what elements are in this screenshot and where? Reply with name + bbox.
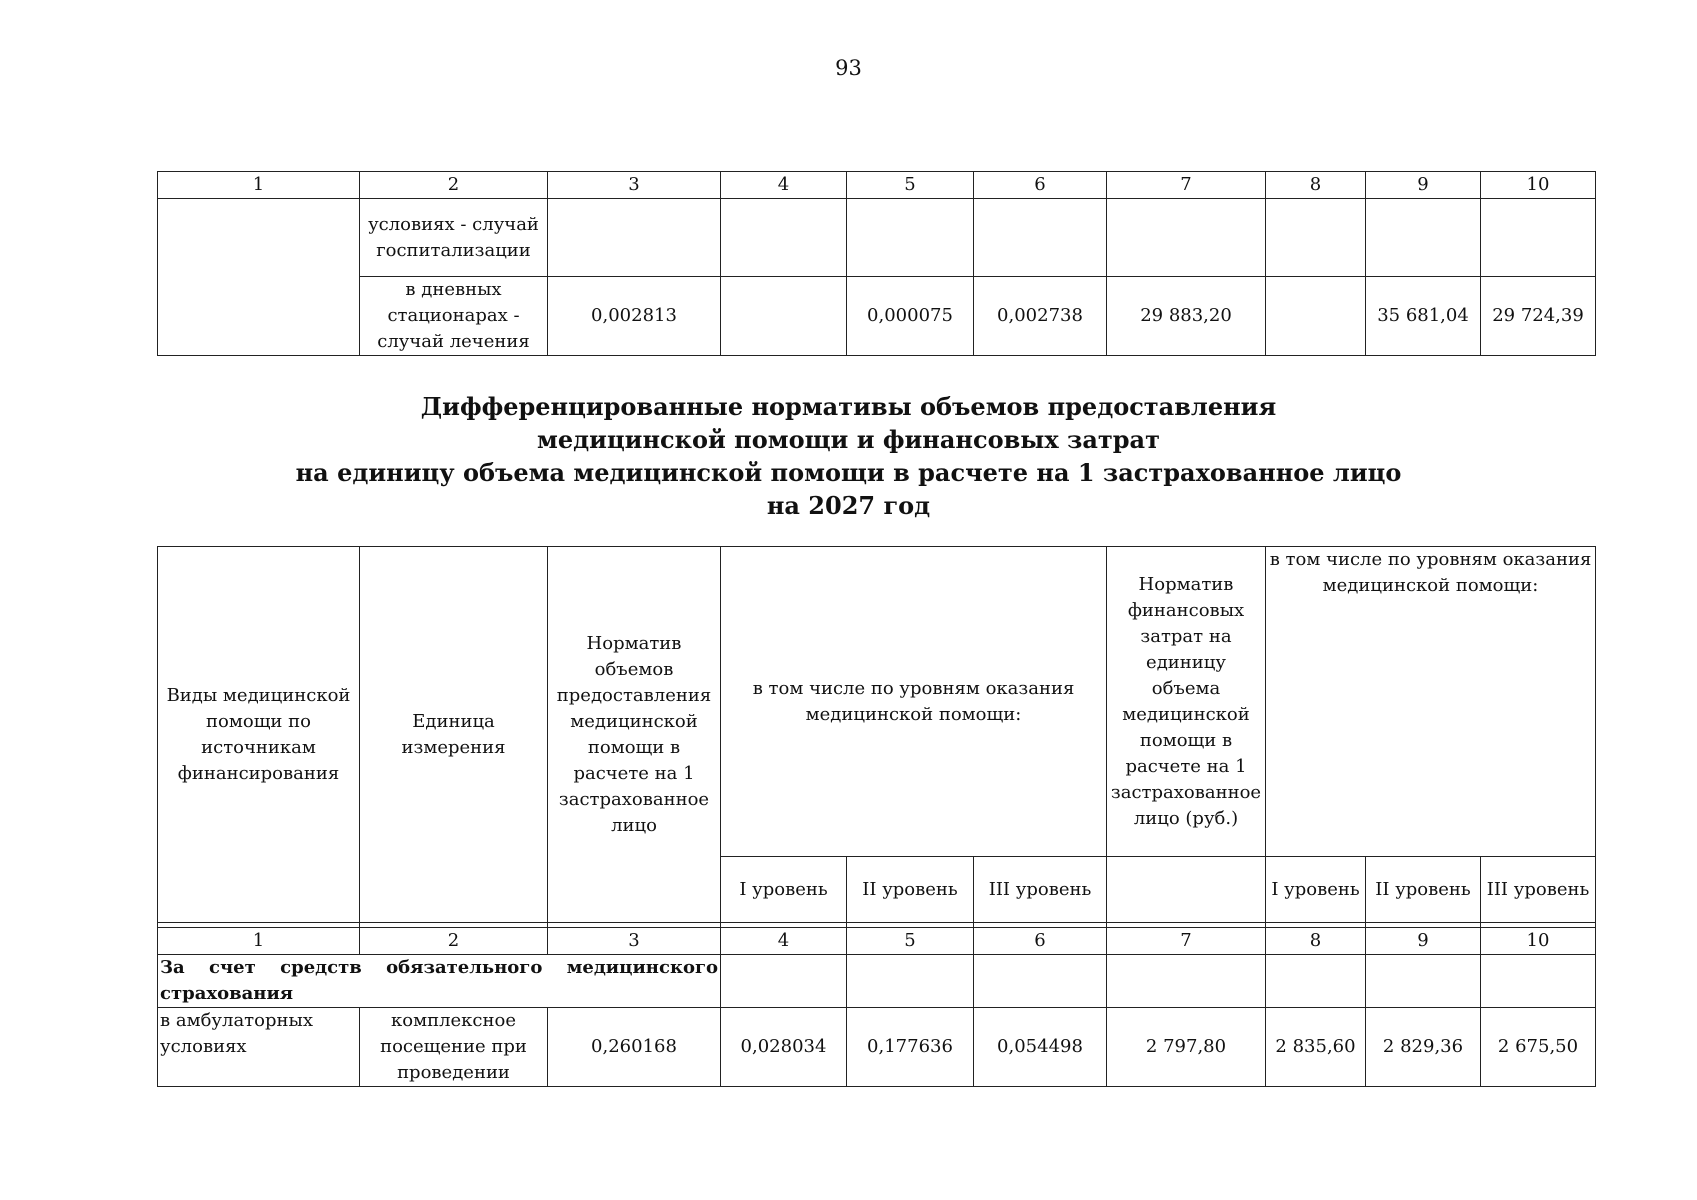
value-cell: [1266, 277, 1366, 356]
column-number: 1: [158, 928, 360, 955]
column-number: 2: [360, 928, 548, 955]
column-number: 10: [1481, 172, 1596, 199]
column-number: 10: [1481, 928, 1596, 955]
value-cell: 29 724,39: [1481, 277, 1596, 356]
column-number: 7: [1107, 172, 1266, 199]
unit-cell: комплексное посещение при проведении: [360, 1008, 548, 1087]
unit-cell: в дневных стационарах - случай лечения: [360, 277, 548, 356]
column-number: 3: [548, 172, 721, 199]
column-number: 1: [158, 172, 360, 199]
value-cell: 0,177636: [847, 1008, 974, 1087]
section-row: [158, 955, 1596, 1008]
continuation-table: [157, 171, 1596, 356]
value-cell: [721, 277, 847, 356]
column-number: 4: [721, 172, 847, 199]
header-volume-levels: в том числе по уровням оказания медицинской помощи:: [721, 547, 1107, 857]
header-level-1: I уровень: [721, 857, 847, 923]
column-number: 3: [548, 928, 721, 955]
header-row: [158, 547, 1596, 857]
section-heading: [158, 955, 721, 1008]
column-number: 8: [1266, 928, 1366, 955]
column-number-row: [158, 172, 1596, 199]
header-cost-normative: Норматив финансовых затрат на единицу объема медицинской помощи в расчете на 1 застрахованное лицо (руб.): [1107, 547, 1266, 857]
value-cell: 0,260168: [548, 1008, 721, 1087]
header-care-types: Виды медицинской помощи по источникам финансирования: [158, 547, 360, 923]
header-level-2: II уровень: [1366, 857, 1481, 923]
title-line: медицинской помощи и финансовых затрат: [537, 425, 1160, 454]
value-cell: 35 681,04: [1366, 277, 1481, 356]
value-cell: [1266, 199, 1366, 277]
title-line: Дифференцированные нормативы объемов предоставления: [420, 392, 1277, 421]
section-line: За счет средств обязательного медицинского: [160, 957, 718, 978]
header-level-3: III уровень: [974, 857, 1107, 923]
column-number: 6: [974, 928, 1107, 955]
value-cell: [1366, 199, 1481, 277]
column-number: 6: [974, 172, 1107, 199]
value-cell: 0,002813: [548, 277, 721, 356]
column-number-row: [158, 928, 1596, 955]
value-cell: [548, 199, 721, 277]
table-row: [158, 1008, 1596, 1087]
value-cell: [974, 199, 1107, 277]
column-number: 2: [360, 172, 548, 199]
column-number: 4: [721, 928, 847, 955]
empty-cell: [158, 199, 360, 356]
value-cell: 0,002738: [974, 277, 1107, 356]
column-number: 5: [847, 172, 974, 199]
value-cell: [847, 199, 974, 277]
value-cell: 2 675,50: [1481, 1008, 1596, 1087]
column-number: 8: [1266, 172, 1366, 199]
value-cell: 2 835,60: [1266, 1008, 1366, 1087]
unit-cell: условиях - случай госпитализации: [360, 199, 548, 277]
title-line: на 2027 год: [766, 491, 931, 520]
column-number: 9: [1366, 172, 1481, 199]
column-number: 7: [1107, 928, 1266, 955]
section-line: страхования: [160, 983, 294, 1004]
header-level-3: III уровень: [1481, 857, 1596, 923]
section-title: [0, 390, 1697, 522]
header-cost-levels: в том числе по уровням оказания медицинской помощи:: [1266, 547, 1596, 857]
value-cell: [1481, 199, 1596, 277]
value-cell: 29 883,20: [1107, 277, 1266, 356]
normatives-table: [157, 546, 1596, 1087]
value-cell: 0,028034: [721, 1008, 847, 1087]
value-cell: [1107, 199, 1266, 277]
care-type-cell: в амбулаторных условиях: [158, 1008, 360, 1087]
page-number: 93: [835, 56, 862, 80]
empty-cell: [1107, 857, 1266, 923]
column-number: 5: [847, 928, 974, 955]
header-volume-normative: Норматив объемов предоставления медицинской помощи в расчете на 1 застрахованное лицо: [548, 547, 721, 923]
header-level-1: I уровень: [1266, 857, 1366, 923]
value-cell: 2 829,36: [1366, 1008, 1481, 1087]
value-cell: 0,054498: [974, 1008, 1107, 1087]
value-cell: 0,000075: [847, 277, 974, 356]
table-row: [158, 277, 1596, 356]
table-row: [158, 199, 1596, 277]
header-level-2: II уровень: [847, 857, 974, 923]
value-cell: [721, 199, 847, 277]
value-cell: 2 797,80: [1107, 1008, 1266, 1087]
title-line: на единицу объема медицинской помощи в расчете на 1 застрахованное лицо: [295, 458, 1402, 487]
header-unit: Единица измерения: [360, 547, 548, 923]
column-number: 9: [1366, 928, 1481, 955]
